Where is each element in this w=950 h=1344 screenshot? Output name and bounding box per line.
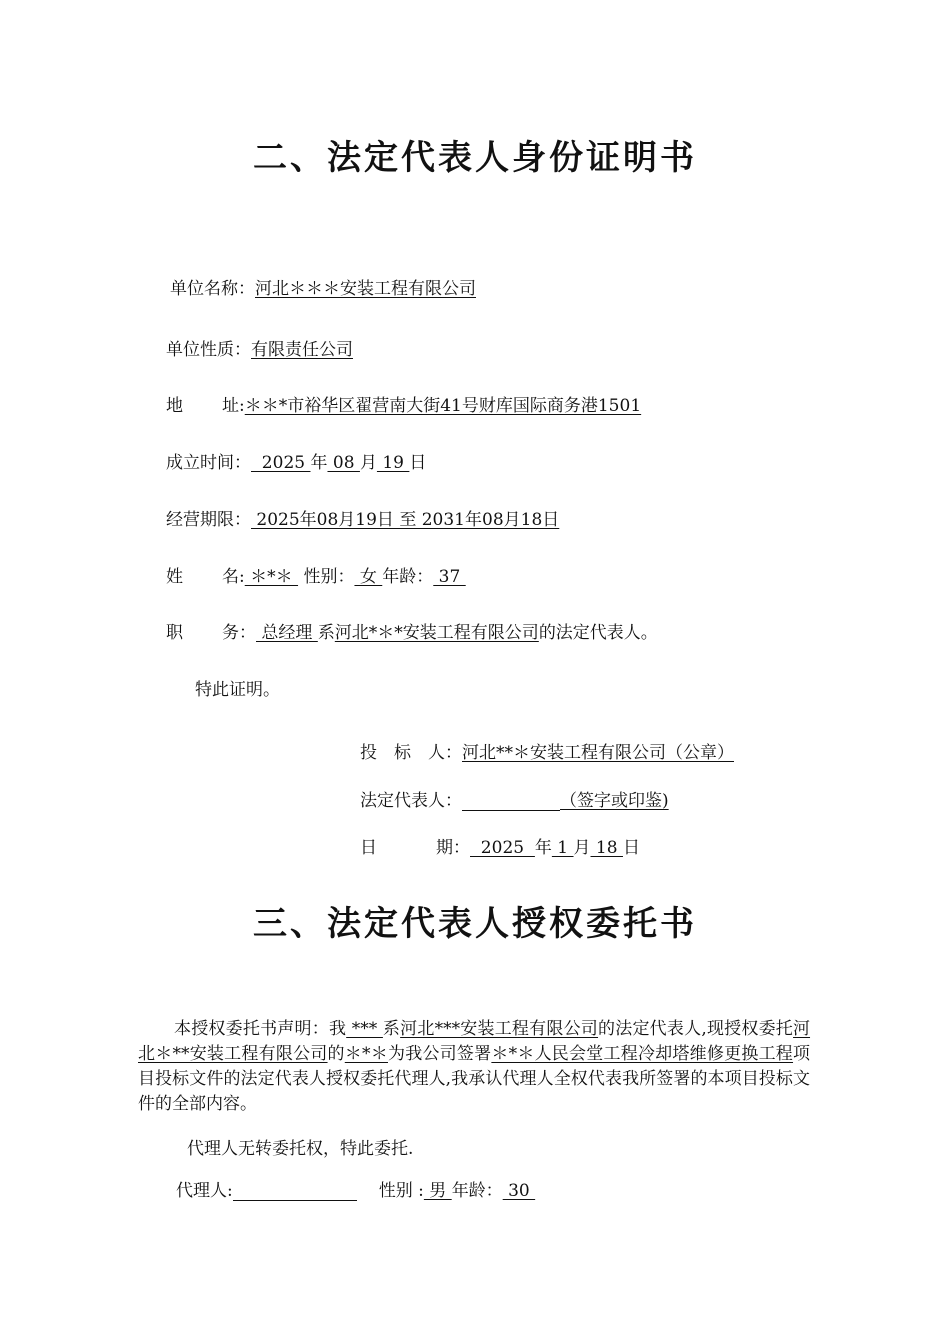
age-label: 年龄： (382, 567, 434, 587)
unit-name-row (170, 274, 476, 299)
p1-company2: 河北＊**安装工程有限公司 (138, 1019, 811, 1064)
date-day: 18 (590, 838, 623, 858)
founded-label: 成立时间： (166, 453, 251, 473)
p1-name: *** (346, 1019, 383, 1039)
p1-e: 为我公司签署 (387, 1044, 492, 1064)
position-value: 总经理 (256, 623, 318, 643)
founded-day: 19 (376, 453, 410, 473)
position-label-a: 职 (166, 623, 183, 643)
agent-label: 代理人: (176, 1181, 233, 1201)
bidder-value: 河北**＊安装工程有限公司（公章） (462, 743, 734, 763)
certify-text: 特此证明。 (195, 680, 280, 700)
position-mid: 系 (317, 623, 335, 643)
position-tail: 的法定代表人。 (538, 623, 658, 643)
date-row (360, 833, 640, 858)
section2-title: 二、法定代表人身份证明书 (253, 138, 697, 178)
p1-d: 的 (327, 1044, 345, 1064)
position-company: 河北*＊*安装工程有限公司 (334, 623, 539, 643)
unit-nature-label: 单位性质： (166, 340, 251, 360)
name-label-a: 姓 (166, 567, 183, 587)
p1-company: 河北***安装工程有限公司 (400, 1019, 599, 1039)
p1-agent: ＊*＊ (344, 1044, 388, 1064)
legal-rep-label: 法定代表人： (360, 791, 462, 811)
unit-nature-value: 有限责任公司 (251, 340, 353, 360)
unit-name-label: 单位名称： (170, 279, 255, 299)
position-label-b: 务： (222, 623, 256, 643)
agent-row (176, 1176, 535, 1201)
term-label: 经营期限： (166, 510, 251, 530)
name-row (166, 562, 466, 587)
gender-label: 性别： (298, 567, 355, 587)
term-value: 2025年08月19日 至 2031年08月18日 (251, 510, 560, 530)
agent-gender-value: 男 (423, 1181, 452, 1201)
bidder-label: 投 标 人： (360, 743, 462, 763)
no-sub-delegation-text: 代理人无转委托权，特此委托. (187, 1139, 414, 1159)
p1-c: 的法定代表人,现授权委托 (598, 1019, 794, 1039)
p1-project: ＊*＊人民会堂工程冷却塔维修更换工程 (491, 1044, 794, 1064)
date-year: 2025 (470, 838, 535, 858)
p1-a: 本授权委托书声明：我 (174, 1019, 347, 1039)
address-label-b: 址: (222, 396, 245, 416)
founded-row (166, 448, 426, 473)
agent-gender-label: 性别 : (378, 1181, 424, 1201)
age-value: 37 (433, 567, 466, 587)
date-month-unit: 月 (573, 838, 591, 858)
section3-title: 三、法定代表人授权委托书 (253, 904, 697, 944)
unit-name-value: 河北＊＊＊安装工程有限公司 (255, 279, 476, 299)
unit-nature-row (166, 335, 353, 360)
founded-year-unit: 年 (310, 453, 328, 473)
date-day-unit: 日 (622, 838, 640, 858)
agent-age-value: 30 (502, 1181, 536, 1201)
date-year-unit: 年 (534, 838, 552, 858)
date-label-a: 日 (360, 838, 377, 858)
date-month: 1 (551, 838, 574, 858)
agent-age-label: 年龄： (451, 1181, 503, 1201)
founded-day-unit: 日 (409, 453, 427, 473)
address-label-a: 地 (166, 396, 183, 416)
p1-b: 系 (382, 1019, 401, 1039)
term-row (166, 505, 559, 530)
address-row (166, 391, 641, 416)
name-label-b: 名: (222, 567, 245, 587)
name-value: ＊*＊ (244, 567, 299, 587)
founded-month: 08 (327, 453, 360, 473)
authorization-paragraph (138, 1017, 810, 1117)
p1-f: 项目投标文件的法定代表人授权委托代理人,我承认代理人全权代表我所签署的本项目投标文件的全部内容。 (138, 1044, 811, 1114)
date-label-b: 期： (436, 838, 470, 858)
address-value: ＊＊*市裕华区翟营南大街41号财库国际商务港1501 (244, 396, 642, 416)
legal-rep-hint: （签字或印鉴) (560, 791, 669, 811)
founded-year: 2025 (251, 453, 311, 473)
legal-rep-row (360, 786, 669, 811)
founded-month-unit: 月 (359, 453, 377, 473)
legal-rep-signature-blank (462, 793, 560, 811)
bidder-row (360, 738, 734, 763)
position-row (166, 618, 658, 643)
agent-name-blank (233, 1183, 357, 1201)
gender-value: 女 (354, 567, 383, 587)
